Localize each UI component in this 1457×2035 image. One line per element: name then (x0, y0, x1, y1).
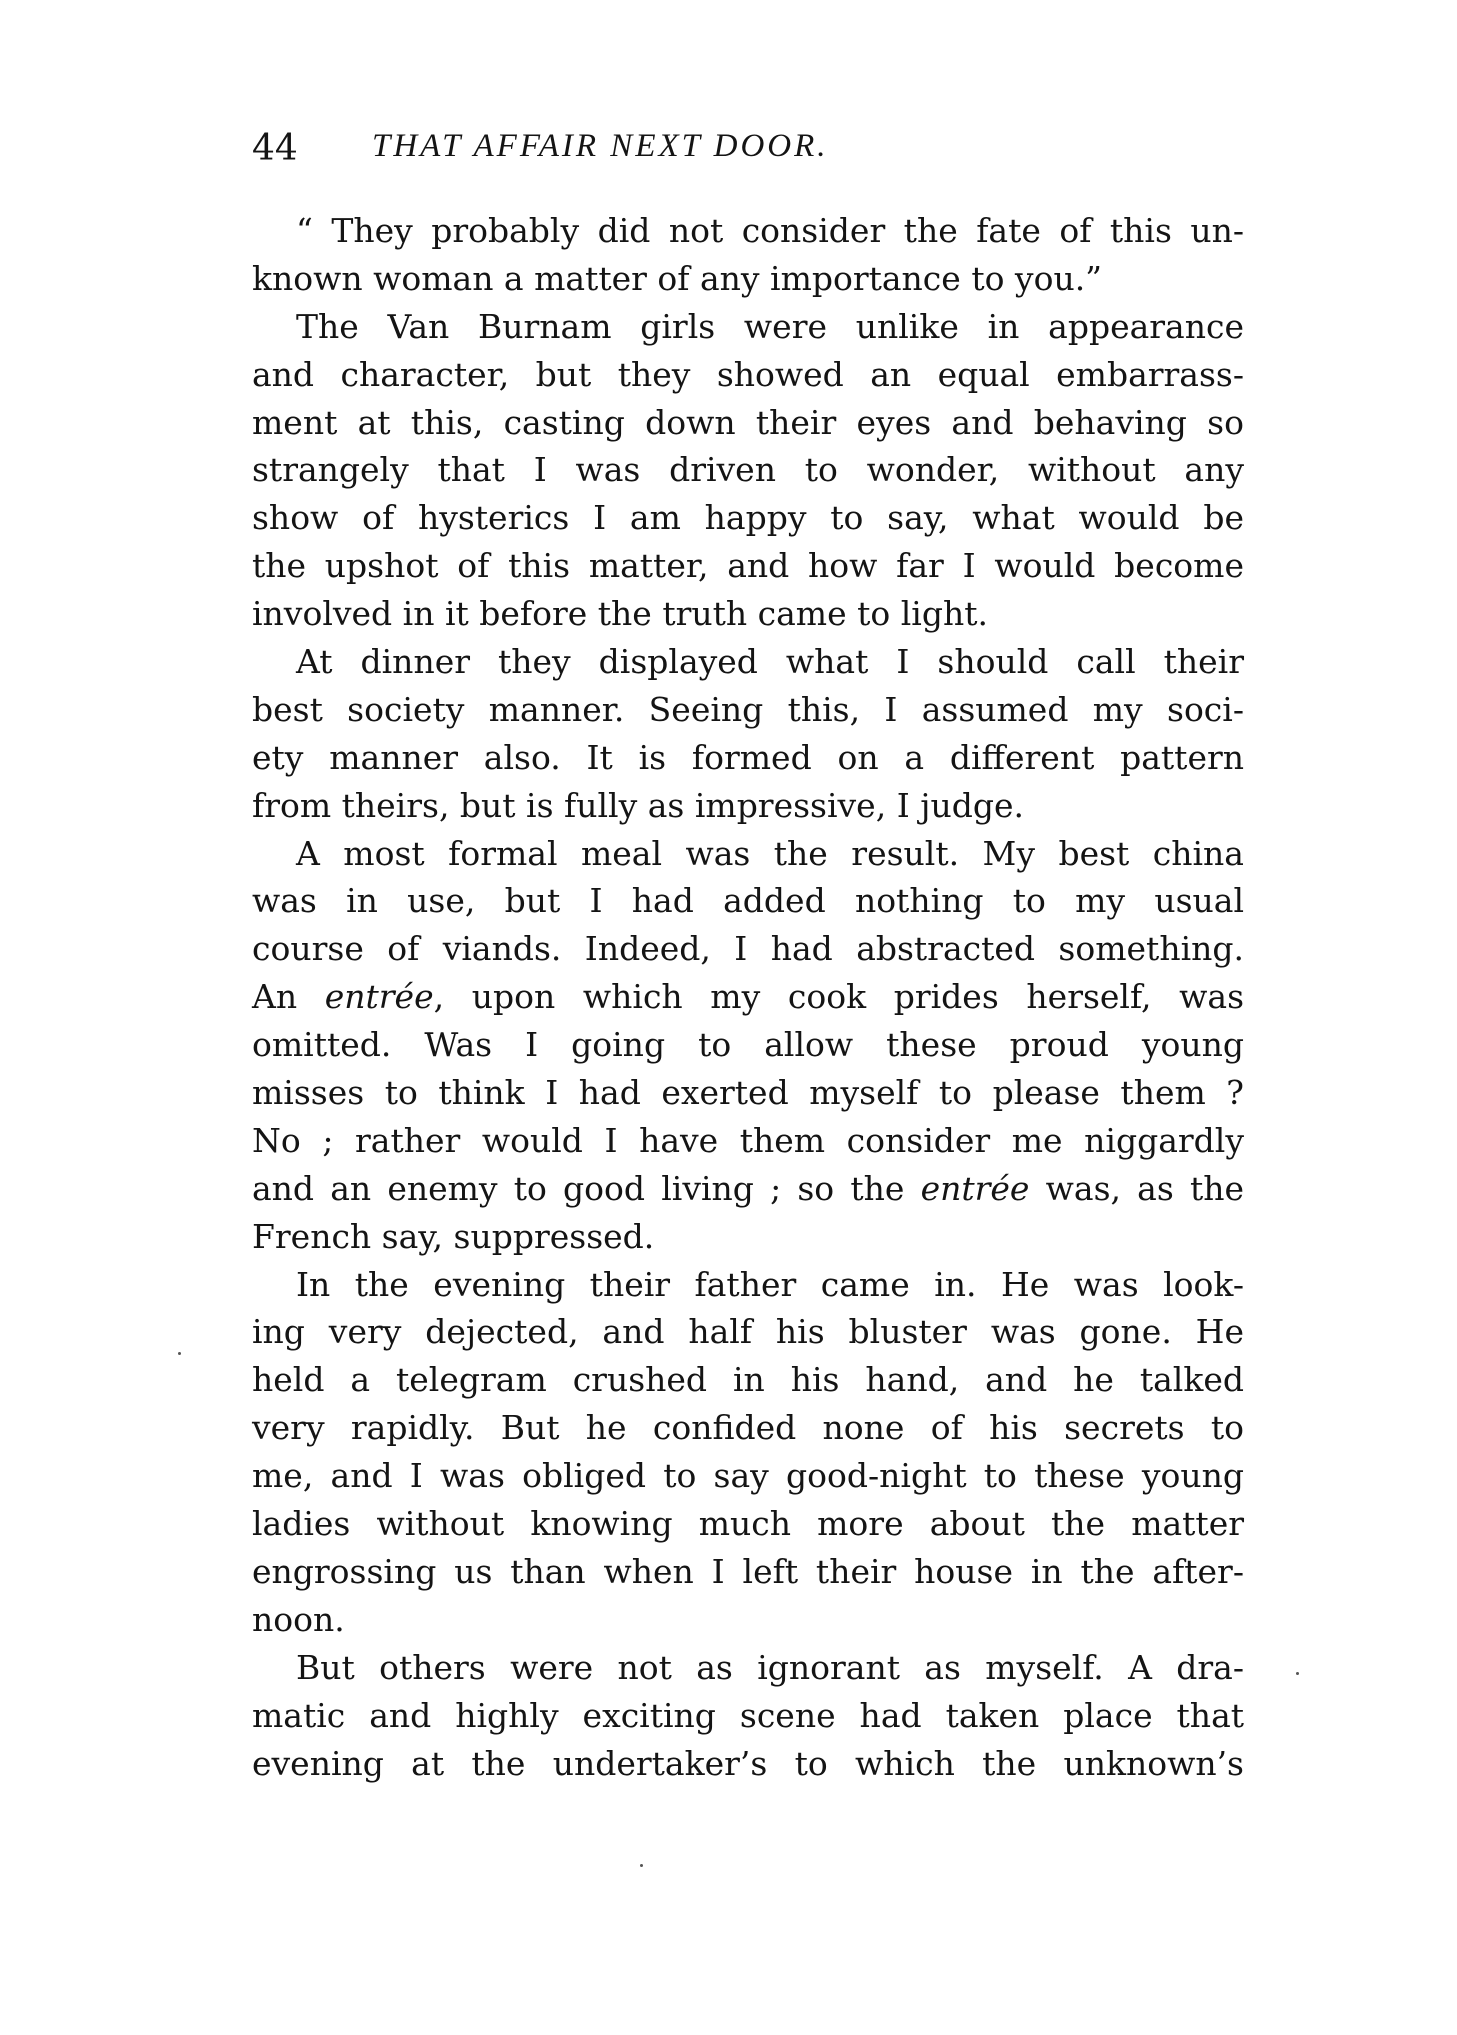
text-line: noon. (252, 1599, 345, 1639)
body-text (252, 207, 1244, 1787)
text-line: known woman a matter of any importance to you.” (252, 258, 1103, 298)
text-line: At dinner they displayed what I should call their (296, 642, 1244, 682)
text-line: misses to think I had exerted myself to please them ? (252, 1073, 1244, 1113)
italic-word: entrée (920, 1168, 1030, 1208)
text-line: course of viands. Indeed, I had abstracted something. (252, 929, 1244, 969)
text-line: ety manner also. It is formed on a different pattern (252, 737, 1244, 777)
text-segment: was, as the (1029, 1168, 1244, 1208)
text-line: In the evening their father came in. He was look- (296, 1264, 1244, 1304)
text-segment: , upon which my cook prides herself, was (433, 977, 1245, 1017)
text-line: ment at this, casting down their eyes and behaving so (252, 402, 1244, 442)
running-head: THAT AFFAIR NEXT DOOR. (372, 128, 829, 164)
text-line: omitted. Was I going to allow these proud young (252, 1025, 1244, 1065)
text-line: strangely that I was driven to wonder, without any (252, 450, 1244, 490)
page-header (252, 128, 1244, 178)
scan-speck (640, 1864, 643, 1867)
text-line: ing very dejected, and half his bluster was gone. He (252, 1312, 1244, 1352)
text-line: French say, suppressed. (252, 1216, 655, 1256)
text-line: But others were not as ignorant as myself. A dra- (296, 1647, 1244, 1687)
text-line: me, and I was obliged to say good-night to these young (252, 1456, 1244, 1496)
text-line: was in use, but I had added nothing to my usual (252, 881, 1244, 921)
text-line: ladies without knowing much more about the matter (252, 1504, 1244, 1544)
text-line: held a telegram crushed in his hand, and he talked (252, 1360, 1244, 1400)
text-line: A most formal meal was the result. My best china (296, 833, 1244, 873)
text-line: evening at the undertaker’s to which the unknown’s (252, 1743, 1244, 1783)
text-line: matic and highly exciting scene had taken place that (252, 1695, 1244, 1735)
text-line: The Van Burnam girls were unlike in appearance (296, 306, 1244, 346)
scan-speck (1296, 1672, 1299, 1675)
text-line: show of hysterics I am happy to say, what would be (252, 498, 1244, 538)
text-line: involved in it before the truth came to light. (252, 594, 988, 634)
text-line: and character, but they showed an equal embarrass- (252, 354, 1244, 394)
text-segment: An (252, 977, 325, 1017)
text-line (252, 973, 1244, 1021)
text-line (252, 1165, 1244, 1213)
text-line: the upshot of this matter, and how far I would become (252, 546, 1244, 586)
italic-word: entrée (324, 977, 434, 1017)
text-line: from theirs, but is fully as impressive, I judge. (252, 785, 1024, 825)
page-number: 44 (252, 128, 298, 169)
text-line: best society manner. Seeing this, I assumed my soci- (252, 689, 1244, 729)
text-line: “ They probably did not consider the fate of this un- (296, 211, 1244, 250)
text-line: engrossing us than when I left their house in the after- (252, 1551, 1244, 1591)
scan-speck (178, 1352, 181, 1355)
text-segment: and an enemy to good living ; so the (252, 1168, 921, 1208)
text-line: No ; rather would I have them consider me niggardly (252, 1120, 1244, 1160)
text-line: very rapidly. But he confided none of his secrets to (252, 1408, 1244, 1448)
